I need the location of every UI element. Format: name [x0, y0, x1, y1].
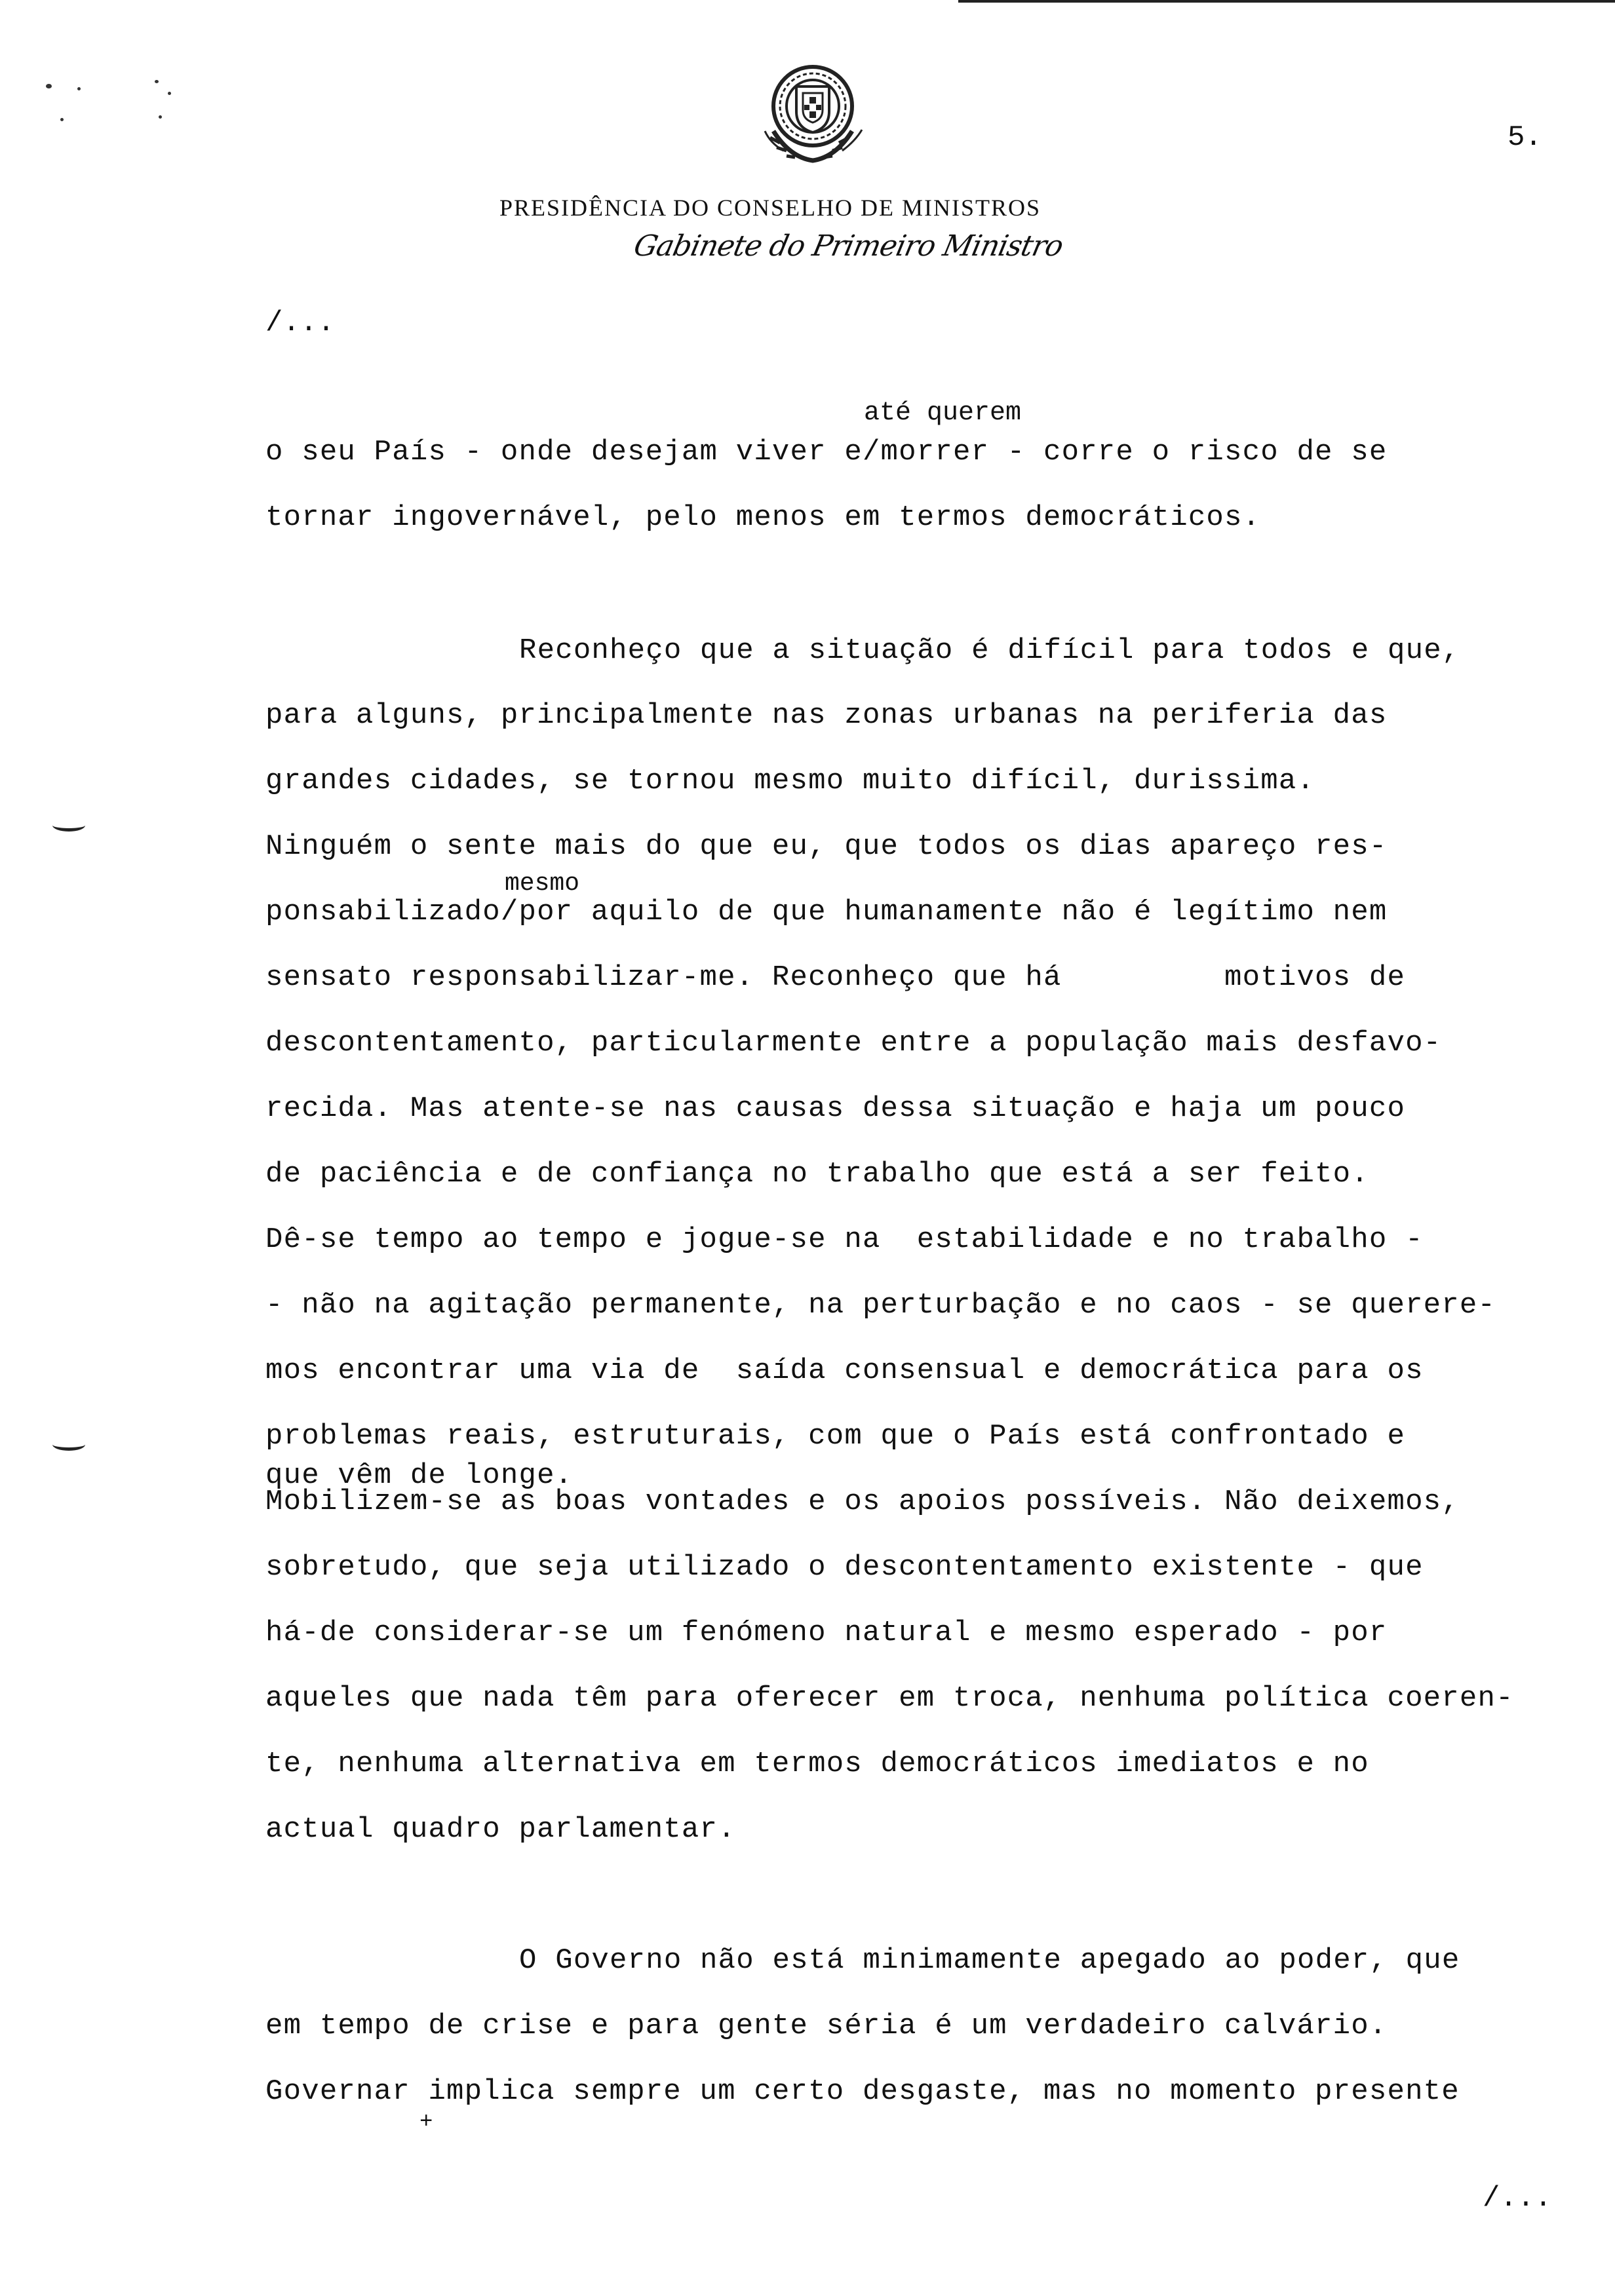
text-line: actual quadro parlamentar.	[265, 1813, 736, 1846]
text-line: ponsabilizado/por aquilo de que humanamente não é legítimo nem	[265, 896, 1388, 928]
text-line: sensato responsabilizar-me. Reconheço que há motivos de	[265, 961, 1406, 994]
text-line: de paciência e de confiança no trabalho que está a ser feito.	[265, 1158, 1369, 1191]
text-line: grandes cidades, se tornou mesmo muito difícil, durissima.	[265, 765, 1315, 797]
margin-tick-mark	[52, 1438, 85, 1451]
text-line: O Governo não está minimamente apegado ao poder, que	[519, 1944, 1460, 1977]
text-line: Ninguém o sente mais do que eu, que todos os dias apareço res-	[265, 830, 1388, 863]
insertion-ate-querem: até querem	[864, 398, 1022, 428]
text-line: Dê-se tempo ao tempo e jogue-se na estabilidade e no trabalho -	[265, 1223, 1424, 1256]
institution-heading: PRESIDÊNCIA DO CONSELHO DE MINISTROS	[499, 195, 1041, 221]
text-line: - não na agitação permanente, na perturbação e no caos - se querere-	[265, 1289, 1496, 1322]
continues-marker: /...	[1483, 2182, 1552, 2215]
text-line: problemas reais, estruturais, com que o País está confrontado e	[265, 1420, 1406, 1453]
speck-mark	[155, 80, 159, 83]
text-line: sobretudo, que seja utilizado o descontentamento existente - que	[265, 1551, 1424, 1584]
text-line: mos encontrar uma via de saída consensual e democrática para os	[265, 1354, 1424, 1387]
insertion-caret: +	[419, 2110, 433, 2135]
text-line: te, nenhuma alternativa em termos democráticos imediatos e no	[265, 1748, 1369, 1780]
text-line: para alguns, principalmente nas zonas urbanas na periferia das	[265, 699, 1388, 732]
speck-mark	[168, 92, 171, 95]
continued-marker: /...	[265, 307, 335, 339]
text-line: o seu País - onde desejam viver e/morrer - corre o risco de se	[265, 436, 1388, 469]
text-line: há-de considerar-se um fenómeno natural e mesmo esperado - por	[265, 1617, 1388, 1649]
margin-tick-mark	[52, 819, 85, 832]
text-line: que vêm de longe.	[265, 1459, 574, 1492]
text-line: tornar ingovernável, pelo menos em termos democráticos.	[265, 501, 1261, 534]
office-signature: Gabinete do Primeiro Ministro	[631, 229, 1066, 263]
text-line: recida. Mas atente-se nas causas dessa situação e haja um pouco	[265, 1092, 1406, 1125]
text-line: aqueles que nada têm para oferecer em troca, nenhuma política coeren-	[265, 1682, 1514, 1715]
insertion-mesmo: mesmo	[505, 870, 580, 898]
page-number: 5.	[1508, 121, 1542, 154]
speck-mark	[46, 84, 52, 88]
text-line: em tempo de crise e para gente séria é um verdadeiro calvário.	[265, 2010, 1388, 2042]
speck-mark	[77, 87, 81, 90]
speck-mark	[159, 115, 162, 119]
text-line: Governar implica sempre um certo desgaste, mas no momento presente	[265, 2075, 1460, 2108]
text-line: descontentamento, particularmente entre a população mais desfavo-	[265, 1027, 1442, 1060]
top-rule	[958, 0, 1615, 3]
coat-of-arms-icon	[757, 59, 868, 174]
text-line: Reconheço que a situação é difícil para todos e que,	[519, 634, 1460, 667]
text-line: Mobilizem-se as boas vontades e os apoios possíveis. Não deixemos,	[265, 1485, 1460, 1518]
speck-mark	[60, 118, 64, 121]
